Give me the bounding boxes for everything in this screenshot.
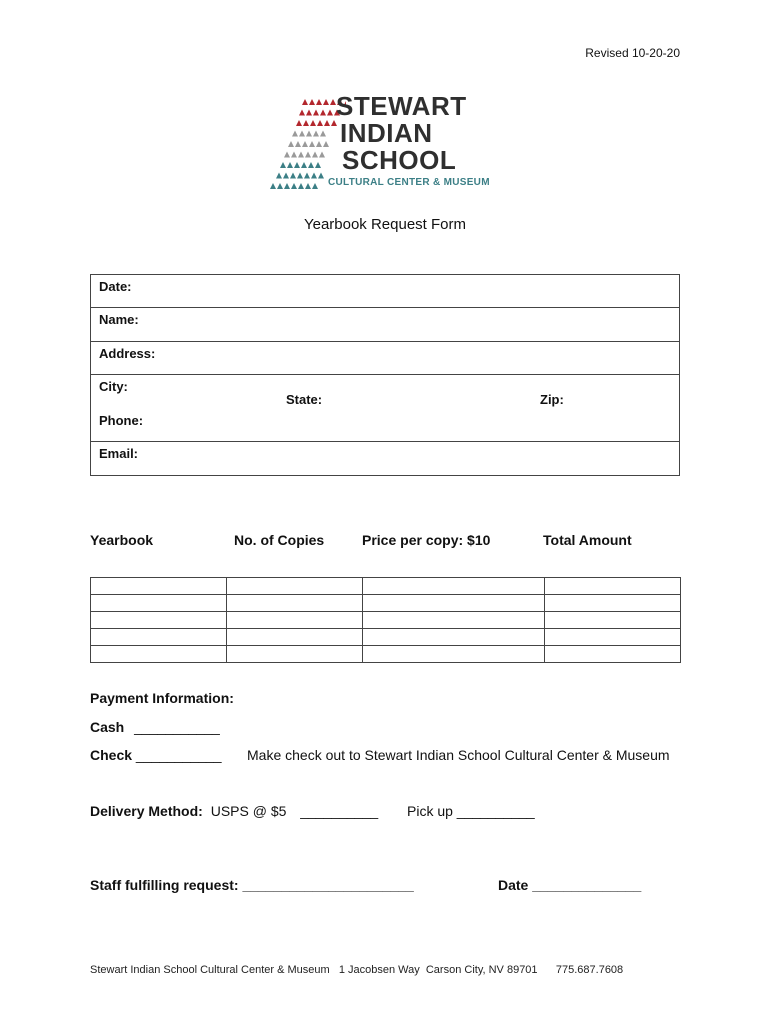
price-cell[interactable] [363, 595, 545, 612]
logo-triangle [323, 141, 329, 147]
logo-triangle [296, 120, 302, 126]
revised-date: Revised 10-20-20 [585, 46, 680, 60]
logo-triangle [302, 141, 308, 147]
check-line [90, 747, 222, 763]
logo-subtitle: CULTURAL CENTER & MUSEUM [328, 177, 490, 188]
total-cell[interactable] [545, 646, 681, 663]
logo-triangle [283, 173, 289, 179]
yearbook-cell[interactable] [91, 595, 227, 612]
phone-row[interactable] [91, 409, 679, 442]
logo-triangle [298, 183, 304, 189]
form-title: Yearbook Request Form [303, 216, 467, 233]
logo-triangle [309, 99, 315, 105]
email-label: Email: [99, 445, 139, 461]
logo-triangle [313, 110, 319, 116]
logo-triangle [291, 183, 297, 189]
logo-triangle [304, 173, 310, 179]
table-row [91, 578, 681, 595]
logo-triangle [324, 120, 330, 126]
total-cell[interactable] [545, 629, 681, 646]
zip-label: Zip: [540, 392, 564, 407]
logo-triangle [320, 131, 326, 137]
staff-line [90, 877, 414, 893]
name-row[interactable] [91, 308, 679, 341]
usps-blank[interactable]: __________ [300, 803, 379, 819]
table-row [91, 612, 681, 629]
order-table [90, 577, 681, 663]
logo-line-1: STEWART [336, 91, 467, 121]
logo-triangle [287, 162, 293, 168]
total-cell[interactable] [545, 595, 681, 612]
logo-triangle [306, 131, 312, 137]
copies-cell[interactable] [227, 629, 363, 646]
logo-triangle [316, 141, 322, 147]
yearbook-header: Yearbook [90, 532, 154, 548]
delivery-label: Delivery Method: [90, 803, 203, 819]
copies-cell[interactable] [227, 595, 363, 612]
logo-triangle [306, 110, 312, 116]
total-header: Total Amount [543, 532, 632, 548]
logo-triangle [284, 152, 290, 158]
price-cell[interactable] [363, 646, 545, 663]
logo-triangle [309, 141, 315, 147]
date-row[interactable] [91, 275, 679, 308]
logo-triangle [305, 152, 311, 158]
contact-info-box [90, 274, 680, 476]
yearbook-cell[interactable] [91, 612, 227, 629]
staff-date[interactable]: Date ______________ [498, 877, 642, 893]
address-row[interactable] [91, 342, 679, 375]
logo-triangle [288, 141, 294, 147]
logo-triangle [301, 162, 307, 168]
copies-cell[interactable] [227, 578, 363, 595]
check-note: Make check out to Stewart Indian School Cultural Center & Museum [247, 747, 670, 763]
logo-triangle [320, 110, 326, 116]
logo-triangle [297, 173, 303, 179]
table-row [91, 646, 681, 663]
state-label: State: [286, 392, 323, 407]
price-cell[interactable] [363, 612, 545, 629]
yearbook-cell[interactable] [91, 646, 227, 663]
logo-triangle [280, 162, 286, 168]
logo-triangle [294, 162, 300, 168]
yearbook-cell[interactable] [91, 578, 227, 595]
logo-triangle [316, 99, 322, 105]
logo-triangle [310, 120, 316, 126]
logo-line-2: INDIAN [340, 118, 433, 148]
copies-cell[interactable] [227, 646, 363, 663]
usps-option[interactable]: USPS @ $5 [210, 803, 287, 819]
total-cell[interactable] [545, 578, 681, 595]
logo-triangle [295, 141, 301, 147]
logo-triangle [298, 152, 304, 158]
table-row [91, 629, 681, 646]
logo-triangle [284, 183, 290, 189]
logo-triangle [319, 152, 325, 158]
price-cell[interactable] [363, 578, 545, 595]
copies-cell[interactable] [227, 612, 363, 629]
logo-triangle [302, 99, 308, 105]
table-row [91, 595, 681, 612]
check-blank[interactable]: ___________ [135, 747, 222, 763]
copies-header: No. of Copies [234, 532, 325, 548]
logo-triangle [270, 183, 276, 189]
logo-triangle [323, 99, 329, 105]
logo-triangle [277, 183, 283, 189]
delivery-line [90, 803, 378, 819]
city-row[interactable] [91, 375, 679, 408]
logo-triangle [291, 152, 297, 158]
yearbook-cell[interactable] [91, 629, 227, 646]
logo-triangle [312, 183, 318, 189]
city-label: City: [99, 379, 128, 395]
price-cell[interactable] [363, 629, 545, 646]
date-label: Date: [99, 279, 132, 294]
price-header: Price per copy: $10 [362, 532, 491, 548]
logo-triangle [308, 162, 314, 168]
address-label: Address: [99, 345, 156, 361]
logo-triangle [313, 131, 319, 137]
name-label: Name: [99, 312, 139, 328]
cash-line [90, 719, 220, 735]
logo-triangle [311, 173, 317, 179]
logo-triangle [318, 173, 324, 179]
logo-triangle [317, 120, 323, 126]
logo-triangle [299, 110, 305, 116]
logo-triangle [276, 173, 282, 179]
staff-blank[interactable]: ______________________ [242, 877, 414, 893]
check-label: Check [90, 747, 133, 763]
logo-triangle [305, 183, 311, 189]
staff-label: Staff fulfilling request: [90, 877, 239, 893]
logo-line-3: SCHOOL [342, 145, 457, 175]
logo-triangle [312, 152, 318, 158]
footer-address: Stewart Indian School Cultural Center & Museum 1 Jacobsen Way Carson City, NV 89701 775.687.7608 [90, 964, 624, 976]
pickup-option[interactable]: Pick up __________ [407, 803, 535, 819]
total-cell[interactable] [545, 612, 681, 629]
cash-label: Cash [90, 719, 125, 735]
logo-triangle [292, 131, 298, 137]
logo-triangle [303, 120, 309, 126]
logo-triangle [315, 162, 321, 168]
logo-triangle [290, 173, 296, 179]
stewart-indian-school-logo [266, 93, 506, 197]
cash-blank[interactable]: ___________ [134, 719, 220, 735]
logo-triangle [327, 110, 333, 116]
logo-triangle [299, 131, 305, 137]
payment-heading: Payment Information: [90, 690, 234, 706]
phone-label: Phone: [99, 412, 144, 428]
email-row[interactable] [91, 442, 679, 475]
